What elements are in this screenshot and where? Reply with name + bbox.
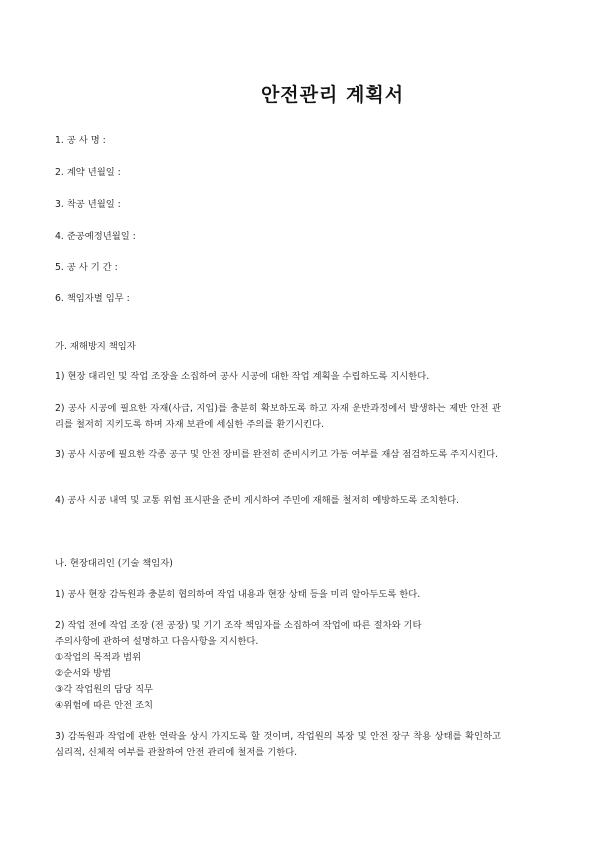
section-b-item-1: 1) 공사 현장 감독원과 충분히 협의하여 작업 내용과 현장 상태 등을 미리 알아두도록 한다. [55,589,421,600]
field-construction-period: 5. 공 사 기 간 : [55,262,118,273]
section-b-item-3: 3) 감독원과 작업에 관한 연락을 상시 가지도록 할 것이며, 작업원의 복장 및 안전 장구 착용 상태를 확인하고 심리적, 신체적 여부를 관찰하여 안전 관리에 철저를 기한다. [55,731,501,758]
field-completion-date: 4. 준공예정년월일 : [55,231,136,242]
section-b-item-2-line-1: 2) 작업 전에 작업 조장 (전 공장) 및 기기 조작 책임자를 소집하여 작업에 따른 절차와 기타 [55,620,422,631]
section-a-item-3: 3) 공사 시공에 필요한 각종 공구 및 안전 장비를 완전히 준비시키고 가동 여부를 재삼 점검하도록 주지시킨다. [55,449,499,460]
document-title: 안전관리 계획서 [260,84,405,106]
field-start-date: 3. 착공 년월일 : [55,199,121,210]
section-b-item-2-line-2: 주의사항에 관하여 설명하고 다음사항을 지시한다. [55,636,259,647]
section-b-subitem-3: ③각 작업원의 담당 직무 [55,684,154,695]
section-b-subitem-4: ④위험에 따른 안전 조치 [55,700,154,711]
section-b-subitem-1: ①작업의 목적과 범위 [55,652,142,663]
section-b-heading: 나. 현장대리인 (기술 책임자) [55,558,173,569]
section-a-item-4: 4) 공사 시공 내역 및 교통 위험 표시판을 준비 게시하여 주민에 재해를 철저히 예방하도록 조치한다. [55,495,460,506]
section-b-subitem-2: ②순서와 방법 [55,668,112,679]
field-project-name: 1. 공 사 명 : [55,135,106,146]
section-a-heading: 가. 재해방지 책임자 [55,341,136,352]
section-a-item-1: 1) 현장 대리인 및 작업 조장을 소집하여 공사 시공에 대한 작업 계획을 수립하도록 지시한다. [55,371,430,382]
section-a-item-2: 2) 공사 시공에 필요한 자재(사급, 지입)를 충분히 확보하도록 하고 자재 운반과정에서 발생하는 제반 안전 관리를 철저히 지키도록 하며 자재 보관에 세심한 주의를 환기시킨다. [55,403,501,430]
field-contract-date: 2. 계약 년월일 : [55,167,121,178]
field-duties: 6. 책임자별 임무 : [55,293,130,304]
